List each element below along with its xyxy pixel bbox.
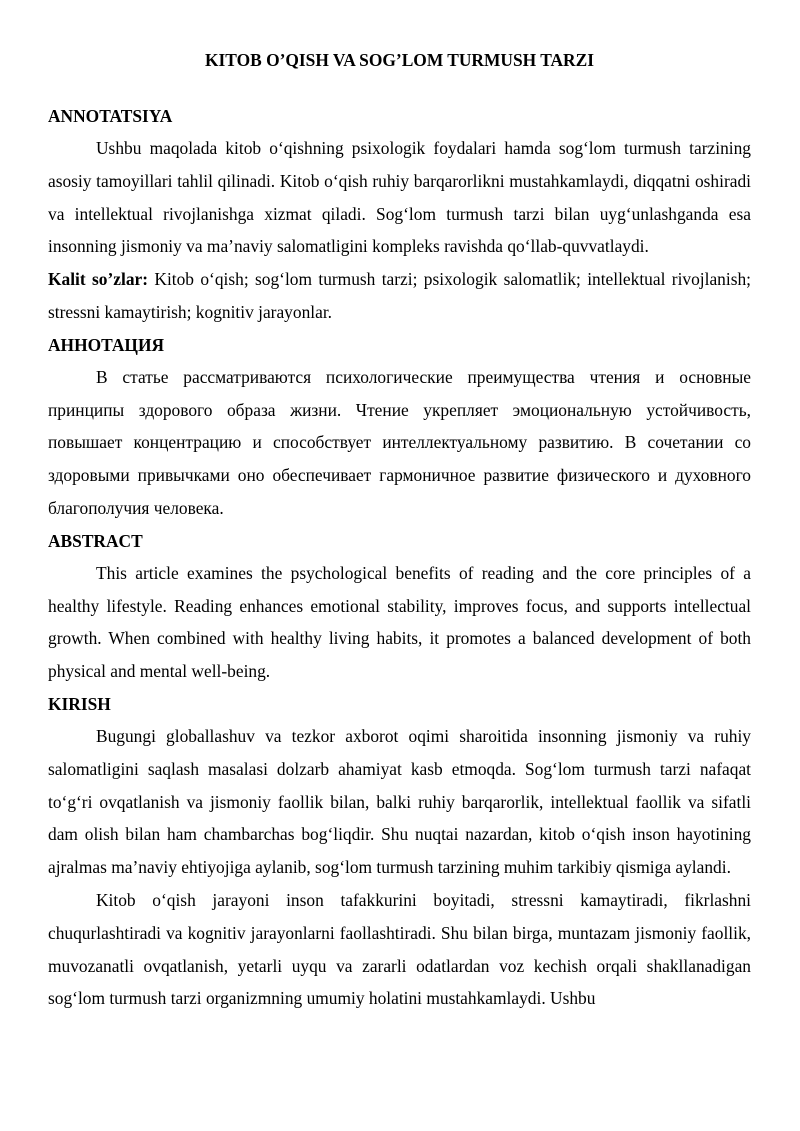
annotaciya-text: В статье рассматриваются психологические преимущества чтения и основные принципы здорового образа жизни. Чтение укрепляет эмоциональную устойчивость, повышает концентрацию и способствует интеллектуальному развитию. В сочетании со здоровыми привычками оно обеспечивает гармоничное развитие физического и духовного благополучия человека.	[48, 366, 751, 518]
document-page	[48, 44, 751, 1015]
keywords-label: Kalit so’zlar:	[48, 269, 149, 290]
heading-annotatsiya: ANNOTATSIYA	[48, 106, 173, 126]
heading-annotaciya: АННОТАЦИЯ	[48, 334, 165, 355]
kirish-paragraph-1: Bugungi globallashuv va tezkor axborot oqimi sharoitida insonning jismoniy va ruhiy salomatligini saqlash masalasi dolzarb ahamiyat kasb etmoqda. Sog‘lom turmush tarzi nafaqat to‘g‘ri ovqatlanish va jismoniy faollik bilan, balki ruhiy barqarorlik, intellektual faollik va sifatli dam olish bilan ham chambarchas bog‘liqdir. Shu nuqtai nazardan, kitob o‘qish inson hayotining ajralmas ma’naviy ehtiyojiga aylanib, sog‘lom turmush tarzining muhim tarkibiy qismiga aylandi.	[48, 725, 751, 878]
kirish-paragraph-2: Kitob o‘qish jarayoni inson tafakkurini boyitadi, stressni kamaytiradi, fikrlashni chuqurlashtiradi va kognitiv jarayonlarni faollashtiradi. Shu bilan birga, muntazam jismoniy faollik, muvozanatli ovqatlanish, yetarli uyqu va zararli odatlardan voz kechish orqali shakllanadigan sog‘lom turmush tarzi organizmning umumiy holatini mustahkamlaydi. Ushbu	[48, 889, 751, 1009]
heading-abstract: ABSTRACT	[48, 530, 143, 551]
heading-kirish: KIRISH	[48, 693, 111, 714]
abstract-text: This article examines the psychological benefits of reading and the core principles of a healthy lifestyle. Reading enhances emotional stability, improves focus, and supports intellectual growth. When combined with healthy living habits, it promotes a balanced development of both physical and mental well-being.	[48, 562, 751, 682]
document-title: KITOB O’QISH VA SOG’LOM TURMUSH TARZI	[205, 50, 594, 70]
annotatsiya-text: Ushbu maqolada kitob o‘qishning psixologik foydalari hamda sog‘lom turmush tarzining asosiy tamoyillari tahlil qilinadi. Kitob o‘qish ruhiy barqarorlikni mustahkamlaydi, diqqatni oshiradi va intellektual rivojlanishga xizmat qiladi. Sog‘lom turmush tarzi bilan uyg‘unlashganda esa insonning jismoniy va ma’naviy salomatligini kompleks ravishda qo‘llab-quvvatlaydi.	[48, 138, 751, 257]
keywords-paragraph	[48, 263, 751, 329]
keywords-text: Kitob o‘qish; sog‘lom turmush tarzi; psixologik salomatlik; intellektual rivojlanish; stressni kamaytirish; kognitiv jarayonlar.	[48, 269, 751, 322]
